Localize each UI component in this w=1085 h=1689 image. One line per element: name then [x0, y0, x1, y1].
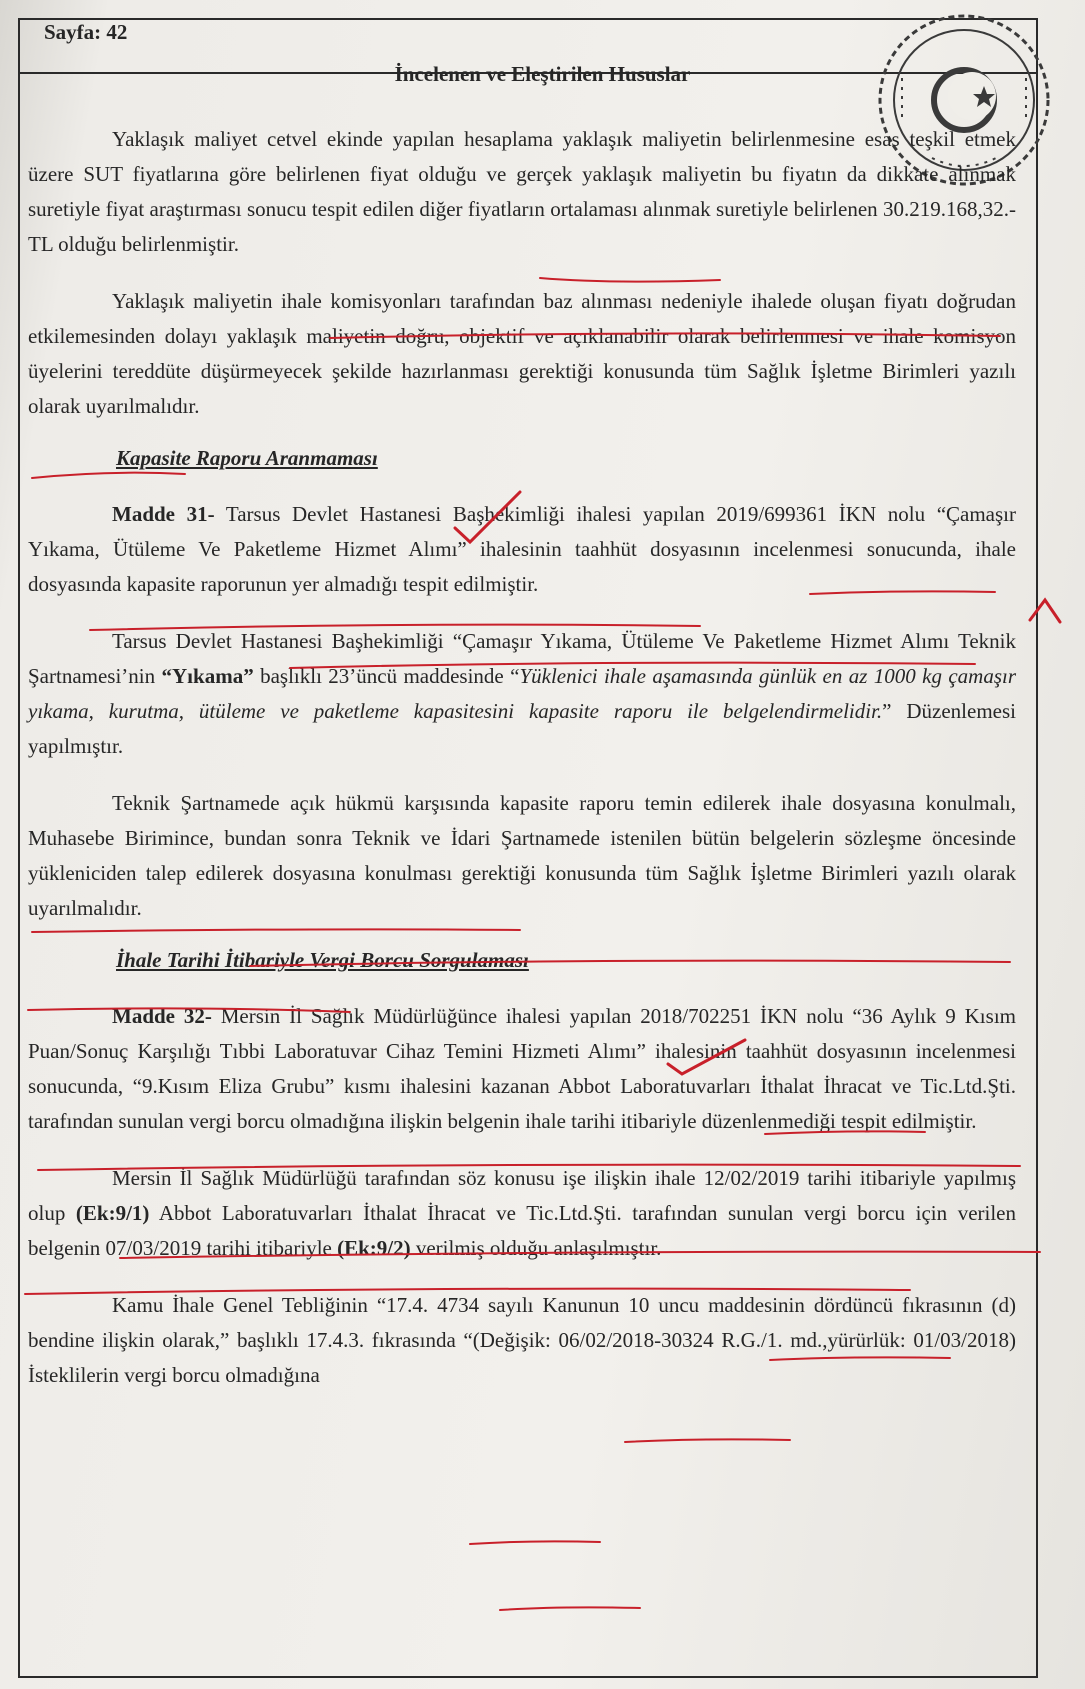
heading-capacity-report: Kapasite Raporu Aranmaması	[116, 446, 378, 470]
dates-text-a: Mersin İl Sağlık Müdürlüğü tarafından söz konusu işe ilişkin ihale 12/02/2019 tarihi itibariyle yapılmış olup	[28, 1166, 1016, 1225]
article-31	[28, 497, 1016, 602]
article-31-label: Madde 31-	[112, 502, 215, 526]
heading-tax-debt-query: İhale Tarihi İtibariyle Vergi Borcu Sorgulaması	[116, 948, 529, 972]
paragraph-spec-warning: Teknik Şartnamede açık hükmü karşısında kapasite raporu temin edilerek ihale dosyasına konulmalı, Muhasebe Birimince, bundan sonra Teknik ve İdari Şartnamede istenilen bütün belgelerin sözleşme öncesinde yükleniciden talep edilerek dosyasına konulması gerektiği konusunda tüm Sağlık İşletme Birimleri yazılı olarak uyarılmalıdır.	[28, 791, 1016, 920]
document-body	[28, 122, 1016, 1415]
annex-9-1: (Ek:9/1)	[75, 1201, 150, 1225]
paragraph-technical-spec	[28, 624, 1016, 764]
spec-title-bold: “Yıkama”	[161, 664, 254, 688]
article-31-text: Tarsus Devlet Hastanesi Başhekimliği ihalesi yapılan 2019/699361 İKN nolu “Çamaşır Yıkama, Ütüleme Ve Paketleme Hizmet Alımı” ihalesinin taahhüt dosyasının incelenmesi sonucunda, ihale dosyasında kapasite raporunun yer almadığı tespit edilmiştir.	[28, 502, 1016, 596]
article-32	[28, 999, 1016, 1139]
paragraph-commission-warning: Yaklaşık maliyetin ihale komisyonları tarafından baz alınması nedeniyle ihalede oluşan fiyatı doğrudan etkilemesinden dolayı yaklaşık maliyetin doğru, objektif ve açıklanabilir olarak belirlenmesi ve ihale komisyon üyelerini tereddüte düşürmeyecek şekilde hazırlanması gerektiği konusunda tüm Sağlık İşletme Birimleri yazılı olarak uyarılmalıdır.	[28, 289, 1016, 418]
spec-text-a: Tarsus Devlet Hastanesi Başhekimliği “Çamaşır Yıkama, Ütüleme Ve Paketleme Hizmet Alımı Teknik Şartnamesi’nin	[28, 629, 1016, 688]
spec-quote-italic: Yüklenici ihale aşamasında günlük en az 1000 kg çamaşır yıkama, kurutma, ütüleme ve paketleme kapasitesini kapasite raporu ile belgelendirmelidir.	[28, 664, 1017, 723]
annex-9-2: (Ek:9/2)	[337, 1236, 411, 1260]
dates-text-e: verilmiş olduğu anlaşılmıştır.	[410, 1236, 662, 1260]
paragraph-approx-cost: Yaklaşık maliyet cetvel ekinde yapılan hesaplama yaklaşık maliyetin belirlenmesine esas teşkil etmek üzere SUT fiyatlarına göre belirlenen fiyat olduğu ve gerçek yaklaşık maliyetin bu fiyatın da dikkate alınmak suretiyle fiyat araştırması sonucu tespit edilen diğer fiyatların ortalaması alınmak suretiyle belirlenen 30.219.168,32.-TL olduğu belirlenmiştir.	[28, 127, 1016, 256]
section-header-title: İncelenen ve Eleştirilen Hususlar	[394, 62, 691, 86]
dates-text-c: Abbot Laboratuvarları İthalat İhracat ve Tic.Ltd.Şti. tarafından sunulan vergi borcu için verilen belgenin 07/03/2019 tarihi itibariyle	[28, 1201, 1016, 1260]
paragraph-tender-dates	[28, 1161, 1016, 1266]
paragraph-public-procurement: Kamu İhale Genel Tebliğinin “17.4. 4734 sayılı Kanunun 10 uncu maddesinin dördüncü fıkrasının (d) bendine ilişkin olarak,” başlıklı 17.4.3. fıkrasında “(Değişik: 06/02/2018-30324 R.G./1. md.,yürürlük: 01/03/2018) İsteklilerin vergi borcu olmadığına	[28, 1293, 1016, 1387]
article-32-text: Mersin İl Sağlık Müdürlüğünce ihalesi yapılan 2018/702251 İKN nolu “36 Aylık 9 Kısım Puan/Sonuç Karşılığı Tıbbi Laboratuvar Cihaz Temini Hizmeti Alımı” ihalesinin taahhüt dosyasının incelenmesi sonucunda, “9.Kısım Eliza Grubu” kısmı ihalesini kazanan Abbot Laboratuvarları İthalat İhracat ve Tic.Ltd.Şti. tarafından sunulan vergi borcu olmadığına ilişkin belgenin ihale tarihi itibariyle düzenlenmediği tespit edilmiştir.	[28, 1004, 1016, 1133]
article-32-label: Madde 32-	[112, 1004, 212, 1028]
spec-text-c: başlıklı 23’üncü maddesinde “	[253, 664, 520, 688]
spec-text-e: ” Düzenlemesi yapılmıştır.	[28, 699, 1016, 758]
page-number: Sayfa: 42	[44, 20, 128, 44]
